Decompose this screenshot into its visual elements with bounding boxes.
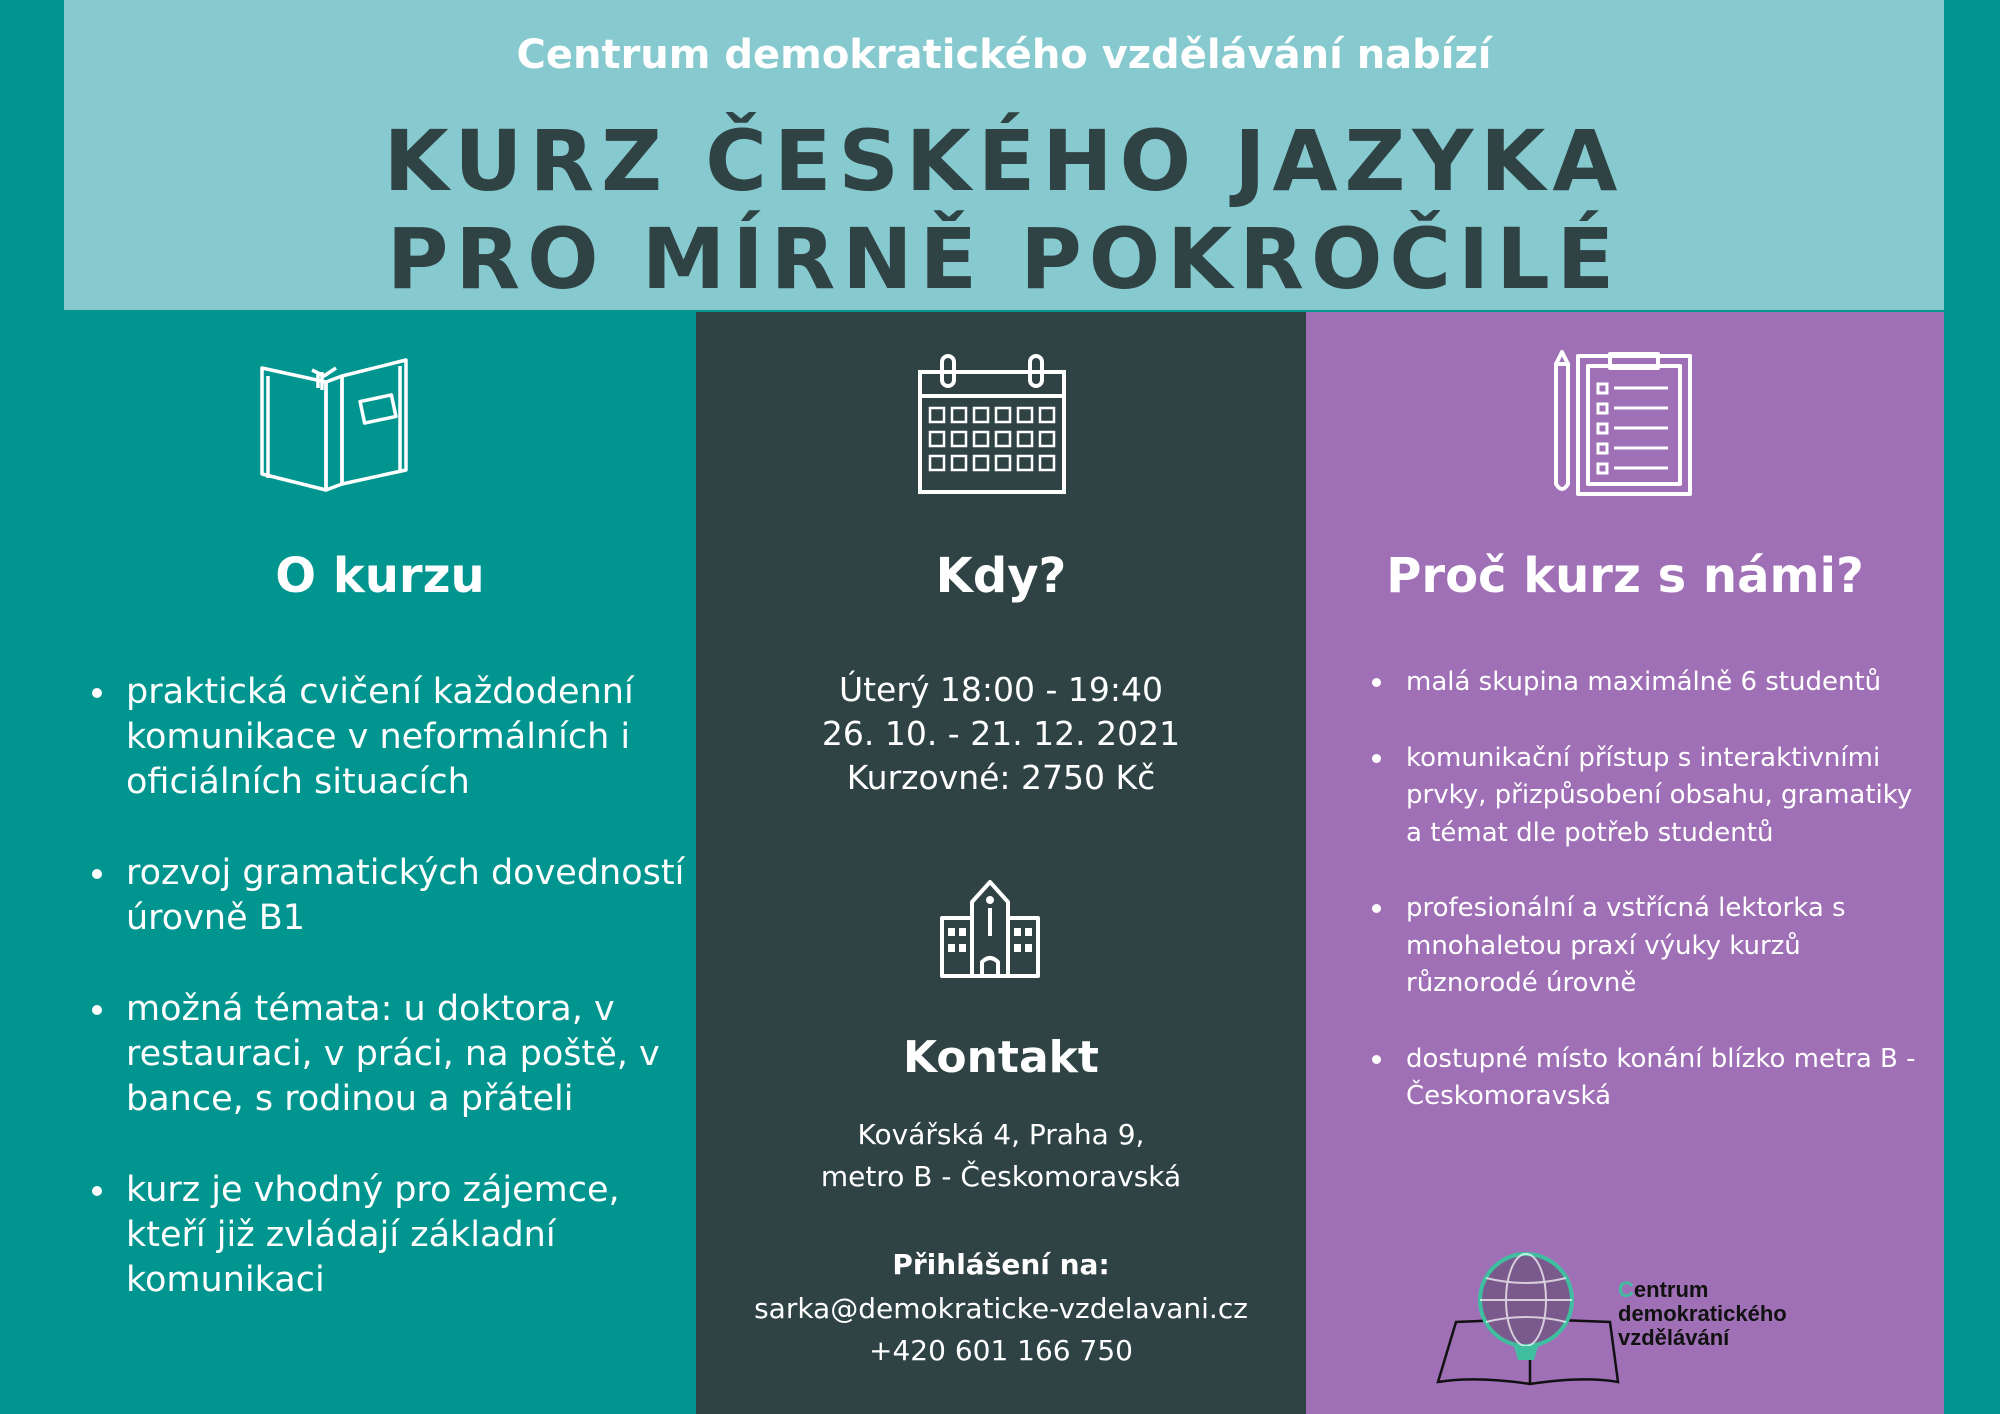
registration-label: Přihlášení na: [892,1248,1110,1281]
list-item: rozvoj gramatických dovedností úrovně B1 [86,851,686,941]
phone-number[interactable]: +420 601 166 750 [869,1334,1133,1367]
registration-contact [696,1288,1306,1372]
logo-line2: demokratického [1618,1301,1787,1326]
schedule-dates: 26. 10. - 21. 12. 2021 [821,714,1181,753]
why-column [1306,312,1944,1414]
school-building-icon [936,872,1044,980]
about-heading: O kurzu [275,548,485,604]
about-list [86,670,686,1349]
logo-initial: C [1618,1277,1634,1302]
address-line1: Kovářská 4, Praha 9, [857,1118,1145,1151]
header-title-line2: PRO MÍRNĚ POKROČILÉ [386,210,1622,308]
list-item: možná témata: u doktora, v restauraci, v práci, na poště, v bance, s rodinou a přáteli [86,987,686,1122]
list-item: komunikační přístup s interaktivními prvky, přizpůsobení obsahu, gramatiky a témat dle potřeb studentů [1366,740,1926,853]
list-item: malá skupina maximálně 6 studentů [1366,664,1926,702]
list-item: kurz je vhodný pro zájemce, kteří již zvládají základní komunikaci [86,1168,686,1303]
list-item: dostupné místo konání blízko metra B - Českomoravská [1366,1041,1926,1116]
logo-line1: entrum [1633,1277,1709,1302]
logo-text [1618,1278,1787,1350]
address-line2: metro B - Českomoravská [820,1160,1182,1193]
schedule-heading: Kdy? [935,548,1067,604]
header-banner [64,0,1944,310]
globe-book-icon [1434,1242,1624,1392]
header-title-line1: KURZ ČESKÉHO JAZYKA [383,112,1625,210]
clipboard-checklist-icon [1544,350,1694,500]
contact-address [696,1114,1306,1198]
schedule-details [696,668,1306,800]
header-subtitle: Centrum demokratického vzdělávání nabízí [516,32,1492,78]
organization-logo [1434,1242,1894,1392]
about-column [64,312,696,1414]
why-list [1366,664,1926,1154]
calendar-icon [912,352,1072,500]
schedule-day-time: Úterý 18:00 - 19:40 [838,670,1164,709]
email-link[interactable]: sarka@demokraticke-vzdelavani.cz [754,1292,1248,1325]
list-item: profesionální a vstřícná lektorka s mnohaletou praxí výuky kurzů různorodé úrovně [1366,890,1926,1003]
book-icon [254,352,424,498]
contact-heading: Kontakt [903,1032,1099,1083]
why-heading: Proč kurz s námi? [1386,548,1864,604]
schedule-column [696,312,1306,1414]
logo-line3: vzdělávání [1618,1325,1730,1350]
course-fee: Kurzovné: 2750 Kč [846,758,1156,797]
list-item: praktická cvičení každodenní komunikace v neformálních i oficiálních situacích [86,670,686,805]
